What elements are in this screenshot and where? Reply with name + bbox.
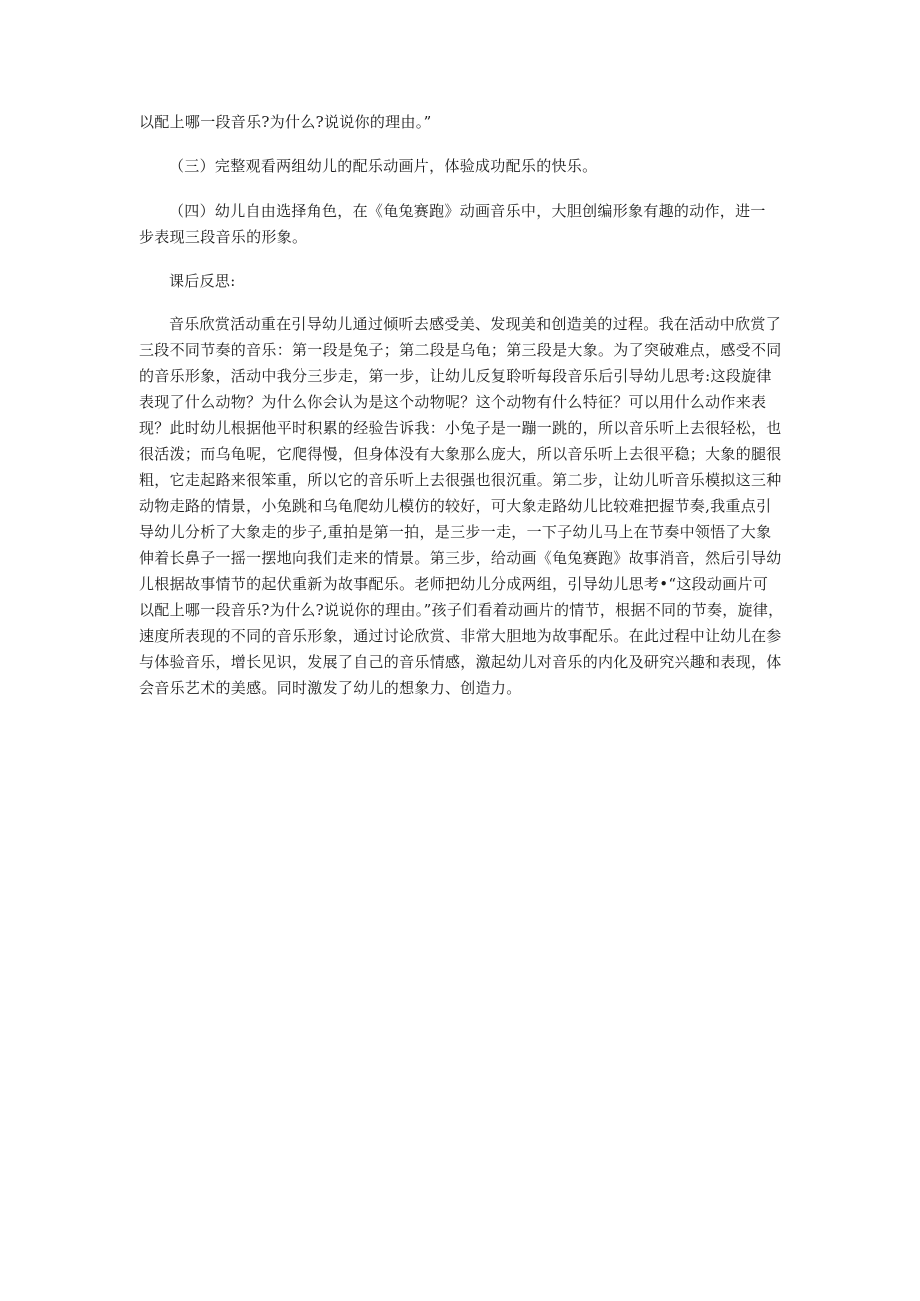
text-line: 速度所表现的不同的音乐形象，通过讨论欣赏、非常大胆地为故事配乐。在此过程中让幼儿在参 (139, 627, 782, 645)
continuation-line (139, 109, 785, 135)
reflection-paragraph (139, 311, 785, 701)
text-line: 步表现三段音乐的形象。 (139, 228, 308, 246)
text-line: 表现了什么动物？为什么你会认为是这个动物呢？这个动物有什么特征？可以用什么动作来表 (139, 393, 767, 411)
text-line: 三段不同节奏的音乐：第一段是兔子；第二段是乌龟；第三段是大象。为了突破难点，感受不同 (139, 341, 782, 359)
text-line: （四）幼儿自由选择角色，在《龟兔赛跑》动画音乐中，大胆创编形象有趣的动作，进一 (169, 202, 766, 220)
text-line: 会音乐艺术的美感。同时激发了幼儿的想象力、创造力。 (139, 679, 522, 697)
text-line: 很活泼；而乌龟呢，它爬得慢，但身体没有大象那么庞大，所以音乐听上去很平稳；大象的腿很 (139, 445, 782, 463)
text-line: 导幼儿分析了大象走的步子,重拍是第一拍，是三步一走，一下子幼儿马上在节奏中领悟了大象 (139, 523, 772, 541)
text-line: 以配上哪一段音乐?为什么?说说你的理由。”孩子们看着动画片的情节，根据不同的节奏，旋律， (139, 601, 784, 619)
text-line: 的音乐形象，活动中我分三步走，第一步，让幼儿反复聆听每段音乐后引导幼儿思考:这段旋律 (139, 367, 772, 385)
step-three-paragraph (139, 153, 785, 179)
text-line: 与体验音乐，增长见识，发展了自己的音乐情感，激起幼儿对音乐的内化及研究兴趣和表现，体 (139, 653, 782, 671)
text-line: 现？此时幼儿根据他平时积累的经验告诉我：小兔子是一蹦一跳的，所以音乐听上去很轻松，也 (139, 419, 782, 437)
text-line: 音乐欣赏活动重在引导幼儿通过倾听去感受美、发现美和创造美的过程。我在活动中欣赏了 (169, 315, 782, 333)
reflection-heading (139, 268, 785, 294)
text-line: 粗，它走起路来很笨重，所以它的音乐听上去很强也很沉重。第二步，让幼儿听音乐模拟这三种 (139, 471, 782, 489)
text-line: 以配上哪一段音乐?为什么?说说你的理由。” (139, 113, 432, 131)
text-line: （三）完整观看两组幼儿的配乐动画片，体验成功配乐的快乐。 (169, 157, 598, 175)
text-line: 伸着长鼻子一摇一摆地向我们走来的情景。第三步，给动画《龟兔赛跑》故事消音，然后引导幼 (139, 549, 782, 567)
text-line: 动物走路的情景，小兔跳和乌龟爬幼儿模仿的较好，可大象走路幼儿比较难把握节奏,我重点引 (139, 497, 772, 515)
heading-text: 课后反思: (169, 272, 236, 290)
step-four-paragraph (139, 198, 785, 250)
text-line: 儿根据故事情节的起伏重新为故事配乐。老师把幼儿分成两组，引导幼儿思考•“这段动画片可 (139, 575, 769, 593)
